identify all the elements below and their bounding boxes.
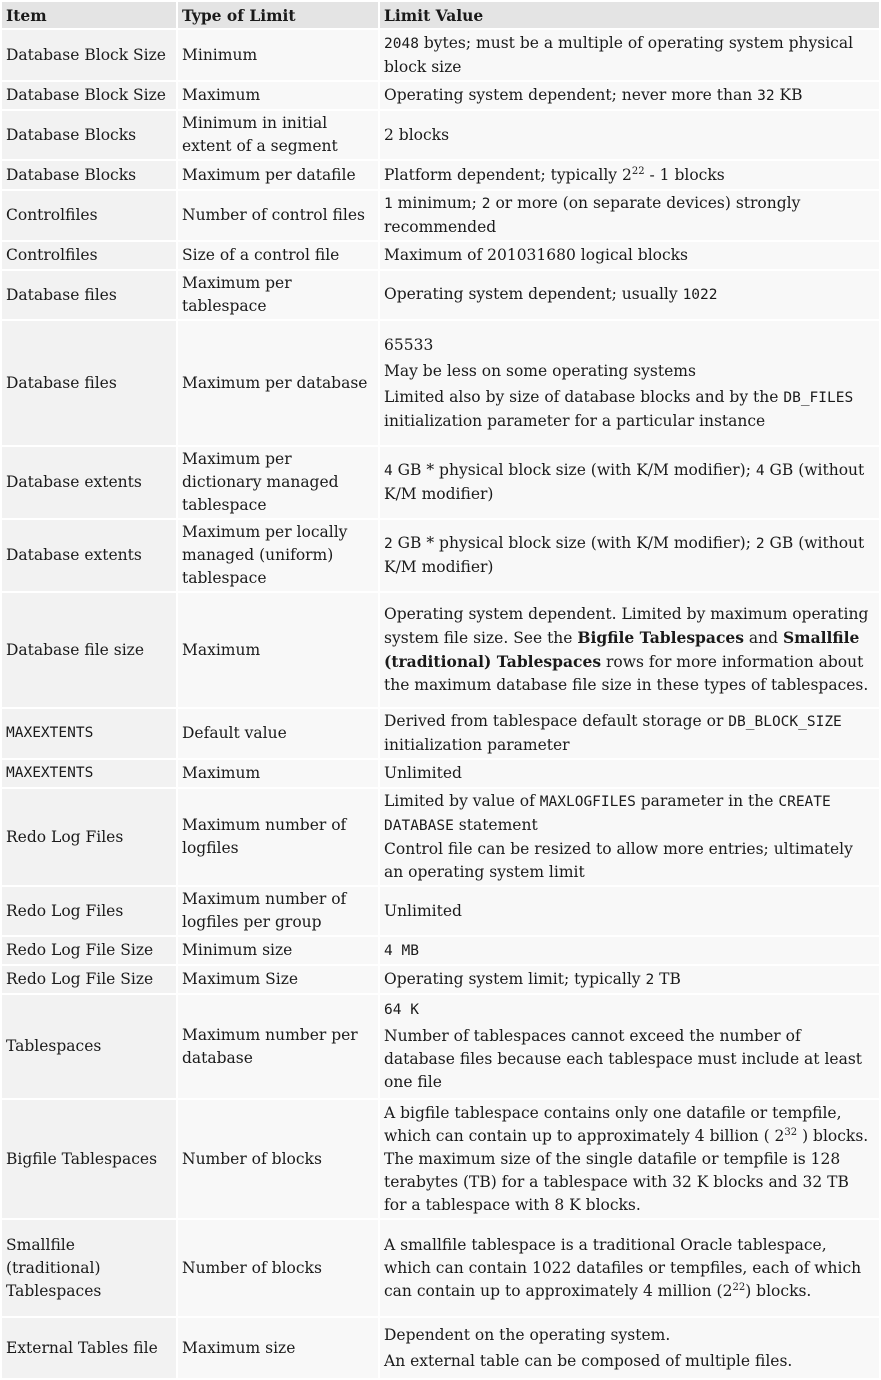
code-text: DB_BLOCK_SIZE (728, 714, 842, 730)
code-text: 1 (384, 196, 393, 212)
value-cell (380, 1318, 879, 1378)
value-text: GB (without K/M modifier) (384, 534, 865, 576)
value-cell (380, 709, 879, 758)
value-cell (380, 789, 879, 885)
table-row (2, 1220, 879, 1316)
value-cell (380, 321, 879, 445)
code-text: 4 MB (384, 942, 419, 959)
item-cell: Redo Log Files (2, 789, 176, 885)
code-text: 2 (645, 971, 655, 988)
table-row (2, 789, 879, 885)
item-cell: Database Block Size (2, 30, 176, 80)
value-text: bytes; must be a multiple of operating system physical block size (384, 33, 854, 76)
item-cell: Database extents (2, 447, 176, 518)
table-row (2, 447, 879, 518)
item-cell: Tablespaces (2, 995, 176, 1098)
type-cell: Maximum (178, 82, 378, 109)
type-cell: Maximum per datafile (178, 161, 378, 189)
value-text: A smallfile tablespace is a traditional Oracle tablespace, which can contain 1022 datafiles or tempfiles, each of which can contain up to approximately 4 million (2 (384, 1235, 862, 1300)
type-cell: Size of a control file (178, 242, 378, 269)
value-cell (380, 1220, 879, 1316)
value-cell (380, 30, 879, 80)
value-text: parameter in the (635, 792, 779, 810)
value-text: A bigfile tablespace contains only one datafile or tempfile, which can contain up to approximately 4 billion ( 2 (384, 1103, 842, 1145)
item-cell: Redo Log Files (2, 887, 176, 935)
code-text: 4 (755, 463, 765, 479)
value-text: Limited by value of (384, 792, 540, 810)
table-row (2, 1100, 879, 1218)
type-cell: Number of blocks (178, 1220, 378, 1316)
value-text: initialization parameter for a particular instance (384, 411, 766, 430)
type-cell: Minimum (178, 30, 378, 80)
header-row (2, 2, 879, 28)
exponent: 22 (732, 1281, 746, 1293)
value-paragraph: Dependent on the operating system. (384, 1325, 671, 1344)
item-cell: Database Block Size (2, 82, 176, 109)
value-cell: Maximum of 201031680 logical blocks (380, 242, 879, 269)
table-row (2, 887, 879, 935)
value-cell: Unlimited (380, 887, 879, 935)
code-text: DB_FILES (783, 389, 854, 406)
value-cell (380, 191, 879, 240)
item-cell: Controlfiles (2, 191, 176, 240)
header-type: Type of Limit (178, 2, 378, 28)
value-text: or more (on separate devices) strongly recommended (384, 194, 801, 236)
table-row (2, 1318, 879, 1378)
value-paragraph: 65533 (384, 335, 434, 354)
bold-text: Smallfile (traditional) Tablespaces (384, 628, 860, 671)
type-cell: Minimum in initial extent of a segment (178, 111, 378, 159)
item-cell: Controlfiles (2, 242, 176, 269)
type-cell: Minimum size (178, 937, 378, 964)
type-cell: Maximum Size (178, 966, 378, 993)
value-paragraph: Number of tablespaces cannot exceed the number of database files because each tablespace must include at least one file (384, 1027, 863, 1091)
table-row (2, 30, 879, 80)
value-cell: Unlimited (380, 760, 879, 787)
table-row (2, 161, 879, 189)
code-text: 4 (384, 463, 393, 479)
table-row (2, 321, 879, 445)
value-line (384, 790, 875, 838)
value-text: ) blocks. (745, 1281, 812, 1300)
item-cell: External Tables file (2, 1318, 176, 1378)
value-cell (380, 937, 879, 964)
item-cell: MAXEXTENTS (2, 709, 176, 758)
item-cell: Smallfile (traditional) Tablespaces (2, 1220, 176, 1316)
value-text: statement (453, 816, 538, 834)
code-text: 2 (384, 536, 393, 552)
value-text: minimum; (392, 194, 482, 212)
value-cell (380, 161, 879, 189)
type-cell: Maximum per locally managed (uniform) tablespace (178, 520, 378, 591)
value-text: and (743, 629, 783, 647)
value-text: Derived from tablespace default storage or (384, 712, 729, 730)
value-cell (380, 1100, 879, 1218)
header-item: Item (2, 2, 176, 28)
value-cell (380, 593, 879, 707)
value-text: Operating system dependent; never more than (384, 85, 758, 104)
type-cell: Number of control files (178, 191, 378, 240)
code-text: 32 (757, 87, 775, 104)
value-text: Platform dependent; typically 2 (384, 165, 632, 184)
value-cell (380, 271, 879, 319)
value-text: - 1 blocks (644, 165, 725, 184)
table-row (2, 82, 879, 109)
value-text: Operating system dependent. Limited by maximum operating system file size. See the (384, 605, 869, 647)
table-row (2, 966, 879, 993)
code-text: 2 (481, 196, 491, 212)
value-text: ) blocks. The maximum size of the single datafile or tempfile is 128 terabytes (TB) for a tablespace with 32 K blocks and 32 TB for a tablespace with 8 K blocks. (384, 1126, 869, 1214)
exponent: 32 (784, 1126, 798, 1138)
value-cell (380, 447, 879, 518)
code-text: 1022 (682, 287, 718, 303)
table-row (2, 593, 879, 707)
item-cell: Bigfile Tablespaces (2, 1100, 176, 1218)
item-cell: MAXEXTENTS (2, 760, 176, 787)
item-cell: Redo Log File Size (2, 966, 176, 993)
value-line: Control file can be resized to allow more entries; ultimately an operating system limit (384, 840, 853, 881)
exponent: 22 (631, 165, 645, 177)
value-text: initialization parameter (384, 736, 570, 754)
item-cell: Database files (2, 321, 176, 445)
code-text: MAXLOGFILES (539, 794, 636, 810)
value-text: GB (without K/M modifier) (384, 461, 865, 503)
type-cell: Maximum number of logfiles per group (178, 887, 378, 935)
code-text: 2 (755, 536, 765, 552)
type-cell: Maximum size (178, 1318, 378, 1378)
type-cell: Default value (178, 709, 378, 758)
value-text: GB * physical block size (with K/M modifier); (392, 461, 756, 479)
value-text: Operating system dependent; usually (384, 285, 683, 303)
value-text: KB (774, 85, 803, 104)
table-row (2, 271, 879, 319)
type-cell: Maximum per dictionary managed tablespace (178, 447, 378, 518)
table-row (2, 760, 879, 787)
code-text: CREATE DATABASE (384, 794, 831, 834)
value-cell (380, 966, 879, 993)
table-row (2, 995, 879, 1098)
value-text: Limited also by size of database blocks and by the (384, 387, 784, 406)
type-cell: Maximum per tablespace (178, 271, 378, 319)
value-cell: 2 blocks (380, 111, 879, 159)
table-row (2, 242, 879, 269)
item-cell: Database extents (2, 520, 176, 591)
item-cell: Database file size (2, 593, 176, 707)
type-cell: Maximum number of logfiles (178, 789, 378, 885)
value-paragraph: 64 K (384, 1002, 419, 1018)
table-row (2, 937, 879, 964)
type-cell: Number of blocks (178, 1100, 378, 1218)
table-row (2, 191, 879, 240)
value-text: rows for more information about the maximum database file size in these types of tablespaces. (384, 653, 869, 694)
table-row (2, 111, 879, 159)
item-cell: Database Blocks (2, 111, 176, 159)
item-cell: Redo Log File Size (2, 937, 176, 964)
item-cell: Database files (2, 271, 176, 319)
header-value: Limit Value (380, 2, 879, 28)
type-cell: Maximum (178, 593, 378, 707)
value-paragraph: An external table can be composed of multiple files. (384, 1351, 793, 1370)
value-paragraph: May be less on some operating systems (384, 361, 696, 380)
code-text: 2048 (384, 35, 419, 52)
value-text: GB * physical block size (with K/M modifier); (392, 534, 756, 552)
type-cell: Maximum (178, 760, 378, 787)
value-text: TB (654, 969, 681, 988)
type-cell: Maximum number per database (178, 995, 378, 1098)
item-cell: Database Blocks (2, 161, 176, 189)
type-cell: Maximum per database (178, 321, 378, 445)
table-row (2, 520, 879, 591)
value-cell (380, 995, 879, 1098)
table-row (2, 709, 879, 758)
value-cell (380, 82, 879, 109)
value-paragraph (384, 386, 875, 433)
bold-text: Bigfile Tablespaces (577, 628, 744, 647)
value-cell (380, 520, 879, 591)
value-text: Operating system limit; typically (384, 969, 646, 988)
